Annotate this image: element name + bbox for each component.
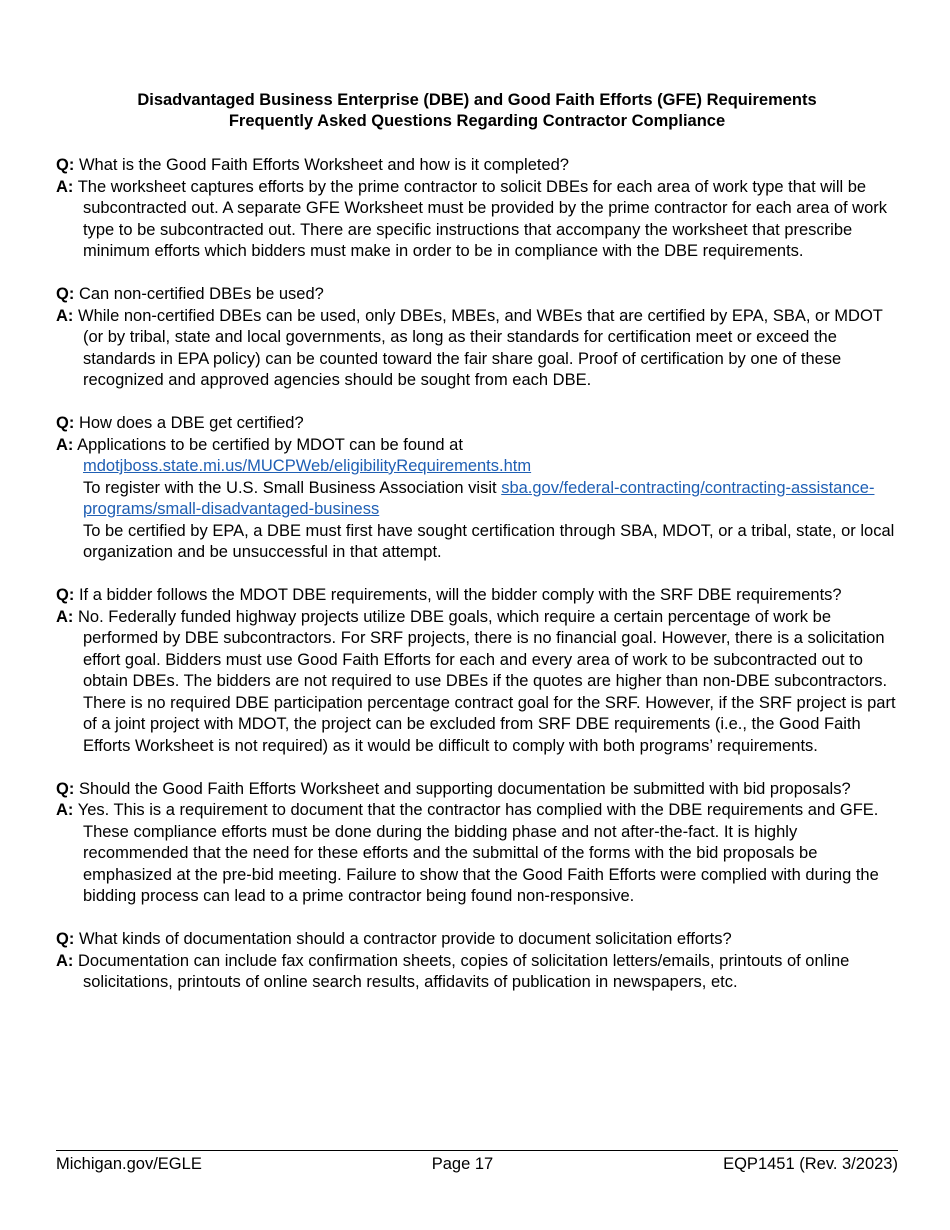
question-label: Q: [56,586,75,604]
faq-item-1 [56,155,898,263]
document-page [56,90,898,1015]
page-title [56,90,898,132]
faq-answer [56,607,898,758]
faq-answer [56,800,898,908]
sba-program-link[interactable]: sba.gov/federal-contracting/contracting-assistance-programs/small-disadvantaged-business [83,478,875,518]
title-line-2: Frequently Asked Questions Regarding Contractor Compliance [228,112,726,130]
page-footer [56,1150,898,1174]
faq-item-2 [56,284,898,392]
answer-text: The worksheet captures efforts by the prime contractor to solicit DBEs for each area of work type that will be subcontracted out. A separate GFE Worksheet must be provided by the prime contractor for each area of work type to be subcontracted out. There are specific instructions that accompany the worksheet that prescribe minimum efforts which bidders must make in order to be in compliance with the DBE requirements. [77,177,888,260]
answer-epa-text: To be certified by EPA, a DBE must first have sought certification through SBA, MDOT, or a tribal, state, or local organization and be unsuccessful in that attempt. [83,521,895,561]
question-text: What kinds of documentation should a contractor provide to document solicitation efforts? [78,930,732,948]
faq-question [56,585,898,607]
mdot-eligibility-link[interactable]: mdotjboss.state.mi.us/MUCPWeb/eligibilityRequirements.htm [83,457,532,475]
question-label: Q: [56,779,75,798]
faq-answer [56,951,898,994]
faq-item-4 [56,585,898,757]
question-text: Can non-certified DBEs be used? [78,285,324,303]
faq-answer [56,306,898,392]
faq-question [56,284,898,306]
faq-answer [56,177,898,263]
answer-label: A: [56,607,74,626]
faq-question [56,155,898,177]
answer-text: While non-certified DBEs can be used, only DBEs, MBEs, and WBEs that are certified by EPA, SBA, or MDOT (or by tribal, state and local governments, as long as their standards for certification meet or exceed the standards in EPA policy) can be counted toward the fair share goal. Proof of certification by one of these recognized and approved agencies should be sought from each DBE. [78,306,883,389]
faq-question [56,413,898,435]
faq-item-3 [56,413,898,564]
answer-sba-text: To register with the U.S. Small Business Association visit [83,478,497,497]
faq-question [56,929,898,951]
answer-label: A: [56,177,74,196]
faq-item-6 [56,929,898,994]
footer-form-number: EQP1451 (Rev. 3/2023) [723,1155,898,1173]
question-text: What is the Good Faith Efforts Worksheet and how is it completed? [78,156,569,174]
answer-text: No. Federally funded highway projects utilize DBE goals, which require a certain percentage of work be performed by DBE subcontractors. For SRF projects, there is no financial goal. However, there is a solicitation effort goal. Bidders must use Good Faith Efforts for each and every area of work to be subcontracted out to obtain DBEs. The bidders are not required to use DBEs if the quotes are higher than non-DBE subcontractors. There is no required DBE participation percentage contract goal for the SRF. However, if the SRF project is part of a joint project with MDOT, the project can be excluded from SRF DBE requirements (i.e., the Good Faith Efforts Worksheet is not required) as it would be difficult to comply with both programs’ requirements. [78,607,896,755]
question-label: Q: [56,285,75,303]
question-text: If a bidder follows the MDOT DBE requirements, will the bidder comply with the SRF DBE requirements? [78,586,842,604]
footer-page-number: Page 17 [431,1155,494,1173]
answer-intro: Applications to be certified by MDOT can be found at [77,435,463,454]
faq-answer [56,435,898,564]
answer-text: Documentation can include fax confirmation sheets, copies of solicitation letters/emails, printouts of online solicitations, printouts of online search results, affidavits of publication in newspapers, etc. [78,951,850,991]
question-label: Q: [56,930,75,948]
question-text: Should the Good Faith Efforts Worksheet and supporting documentation be submitted with bid proposals? [78,779,851,798]
answer-label: A: [56,951,74,970]
faq-question [56,779,898,801]
question-label: Q: [56,414,75,432]
answer-text: Yes. This is a requirement to document that the contractor has complied with the DBE requirements and GFE. These compliance efforts must be done during the bidding phase and not after-the-fact. It is highly recommended that the need for these efforts and the submittal of the forms with the bid proposals be emphasized at the pre-bid meeting. Failure to show that the Good Faith Efforts were complied with during the bidding process can lead to a prime contractor being found non-responsive. [77,801,879,905]
faq-item-5 [56,779,898,908]
question-label: Q: [56,156,75,174]
answer-label: A: [56,435,74,454]
footer-website: Michigan.gov/EGLE [56,1155,202,1173]
title-line-1: Disadvantaged Business Enterprise (DBE) and Good Faith Efforts (GFE) Requirements [137,91,817,109]
answer-label: A: [56,801,74,819]
question-text: How does a DBE get certified? [78,414,304,432]
answer-label: A: [56,306,74,325]
